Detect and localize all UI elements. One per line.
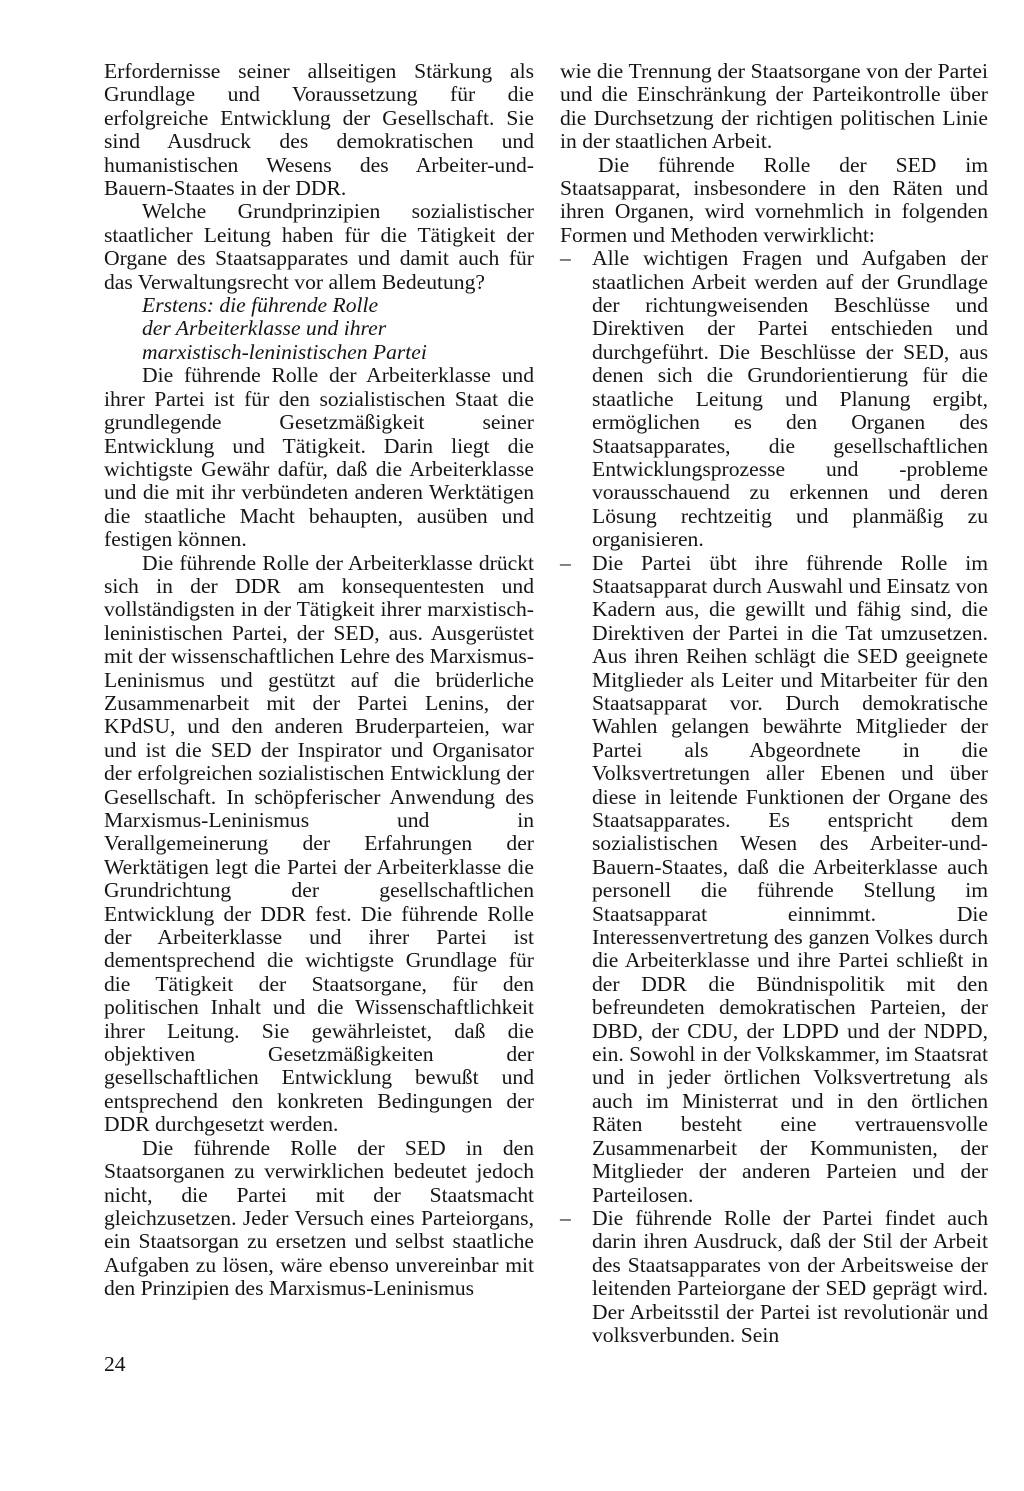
list-item: – Alle wichtigen Fragen und Aufgaben der staatlichen Arbeit werden auf der Grundlage der richtungweisenden Beschlüsse und Direktiven der Partei entschieden und durchgeführt. Die Beschlüsse der SED, aus denen sich die Grundorientierung für die staatliche Leitung und Planung ergibt, ermöglichen es den Organen des Staatsapparates, die gesellschaftlichen Entwicklungsprozesse und -probleme vorausschauend zu erkennen und deren Lösung rechtzeitig und planmäßig zu organisieren. xyxy=(560,247,988,551)
page-number: 24 xyxy=(104,1352,126,1376)
paragraph: Welche Grundprinzipien sozialistischer staatlicher Leitung haben für die Tätigkeit der Organe des Staatsapparates und damit auch für das Verwaltungsrecht vor allem Bedeutung? xyxy=(104,199,534,294)
paragraph: Die führende Rolle der SED im Staatsapparat, insbesondere in den Räten und ihren Organen, wird vornehmlich in folgenden Formen und Methoden verwirklicht: xyxy=(560,152,988,247)
section-heading xyxy=(104,294,534,364)
list-item: – Die führende Rolle der Partei findet auch darin ihren Ausdruck, daß der Stil der Arbeit des Staatsapparates von der Arbeitsweise der leitenden Parteiorgane der SED geprägt wird. Der Arbeitsstil der Partei ist revolutionär und volksverbunden. Sein xyxy=(560,1207,988,1347)
list-item: – Die Partei übt ihre führende Rolle im Staatsapparat durch Auswahl und Einsatz von Kadern aus, die gewillt und fähig sind, die Direktiven der Partei in die Tat umzusetzen. Aus ihren Reihen schlägt die SED geeignete Mitglieder als Leiter und Mitarbeiter für den Staatsapparat vor. Durch demokratische Wahlen gelangen bewährte Mitglieder der Partei als Abgeordnete in die Volksvertretungen aller Ebenen und über diese in leitende Funktionen der Organe des Staatsapparates. Es entspricht dem sozialistischen Wesen des Arbeiter-und-Bauern-Staates, daß die Arbeiterklasse auch personell die führende Stellung im Staatsapparat einnimmt. Die Interessenvertretung des ganzen Volkes durch die Arbeiterklasse und ihre Partei schließt in der DDR die Bündnispolitik mit den befreundeten demokratischen Parteien, der DBD, der CDU, der LDPD und der NDPD, ein. Sowohl in der Volkskammer, im Staatsrat und in jeder örtlichen Volksvertretung als auch im Ministerrat und in den örtlichen Räten besteht eine vertrauensvolle Zusammenarbeit der Kommunisten, der Mitglieder der anderen Parteien und der Parteilosen. xyxy=(560,552,988,1207)
right-column xyxy=(560,60,988,1347)
heading-line: marxistisch-leninistischen Partei xyxy=(142,339,427,364)
paragraph: Die führende Rolle der Arbeiterklasse und ihrer Partei ist für den sozialistischen Staat die grundlegende Gesetzmäßigkeit seiner Entwicklung und Tätigkeit. Darin liegt die wichtigste Gewähr dafür, daß die Arbeiterklasse und die mit ihr verbündeten anderen Werktätigen die staatliche Macht behaupten, ausüben und festigen können. xyxy=(104,363,534,552)
paragraph: wie die Trennung der Staatsorgane von der Partei und die Einschränkung der Parteikontrolle über die Durchsetzung der richtigen politischen Linie in der staatlichen Arbeit. xyxy=(560,59,988,154)
heading-line: Erstens: die führende Rolle xyxy=(142,293,379,318)
dash-list xyxy=(560,247,988,1347)
left-column xyxy=(104,60,534,1301)
paragraph: Die führende Rolle der Arbeiterklasse drückt sich in der DDR am konsequentesten und vollständigsten in der Tätigkeit ihrer marxistisch-leninistischen Partei, der SED, aus. Ausgerüstet mit der wissenschaftlichen Lehre des Marxismus-Leninismus und gestützt auf die brüderliche Zusammenarbeit mit der Partei Lenins, der KPdSU, und den anderen Bruderparteien, war und ist die SED der Inspirator und Organisator der erfolgreichen sozialistischen Entwicklung der Gesellschaft. In schöpferischer Anwendung des Marxismus-Leninismus und in Verallgemeinerung der Erfahrungen der Werktätigen legt die Partei der Arbeiterklasse die Grundrichtung der gesellschaftlichen Entwicklung der DDR fest. Die führende Rolle der Arbeiterklasse und ihrer Partei ist dementsprechend die wichtigste Grundlage für die Tätigkeit der Staatsorgane, für den politischen Inhalt und die Wissenschaftlichkeit ihrer Leitung. Sie gewährleistet, daß die objektiven Gesetzmäßigkeiten der gesellschaftlichen Entwicklung bewußt und entsprechend den konkreten Bedingungen der DDR durchgesetzt werden. xyxy=(104,550,534,1137)
heading-line: der Arbeiterklasse und ihrer xyxy=(142,316,387,341)
paragraph: Die führende Rolle der SED in den Staatsorganen zu verwirklichen bedeutet jedoch nicht, die Partei mit der Staatsmacht gleichzusetzen. Jeder Versuch eines Parteiorgans, ein Staatsorgan zu ersetzen und selbst staatliche Aufgaben zu lösen, wäre ebenso unvereinbar mit den Prinzipien des Marxismus-Leninismus xyxy=(104,1135,534,1301)
paragraph: Erfordernisse seiner allseitigen Stärkung als Grundlage und Voraussetzung für die erfolgreiche Entwicklung der Gesellschaft. Sie sind Ausdruck des demokratischen und humanistischen Wesens des Arbeiter-und-Bauern-Staates in der DDR. xyxy=(104,59,534,201)
